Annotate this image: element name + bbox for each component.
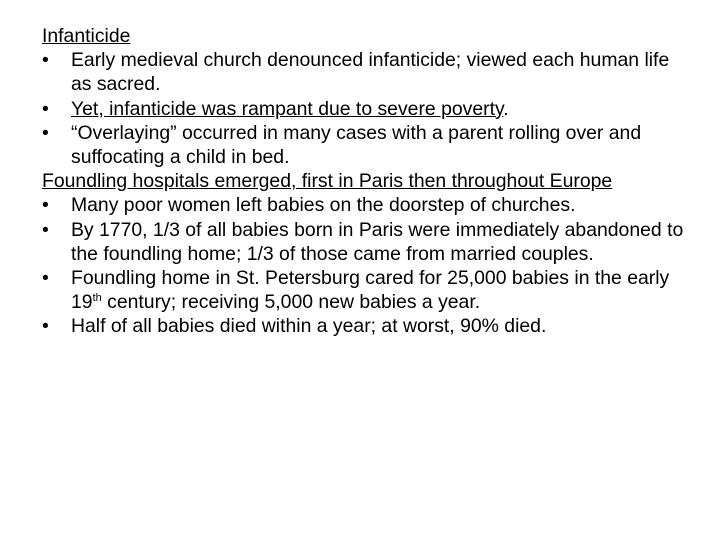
bullet-text-continued: century; receiving 5,000 new babies a year. (101, 291, 481, 314)
bullet-text: “Overlaying” occurred in many cases with a parent rolling over and suffocating a child in bed. (71, 121, 642, 169)
bullet-text: By 1770, 1/3 of all babies born in Paris were immediately abandoned to the foundling home; 1/3 of those came from married couples. (71, 218, 684, 265)
bullet-dot-icon: • (42, 97, 49, 120)
bullet-text: Foundling home in St. Petersburg cared for 25,000 babies in the early 19 (71, 267, 670, 314)
bullet-dot-icon: • (42, 218, 49, 241)
bullet-item (42, 314, 692, 338)
bullet-dot-icon: • (42, 49, 49, 72)
bullet-item (42, 97, 692, 121)
bullet-dot-icon: • (42, 267, 49, 290)
section-heading-infanticide: Infanticide (42, 25, 131, 47)
ordinal-superscript: th (92, 292, 102, 305)
bullet-item (42, 266, 692, 314)
bullet-dot-icon: • (42, 121, 49, 144)
bullet-item (42, 218, 692, 266)
bullet-dot-icon: • (42, 315, 49, 338)
bullet-item (42, 121, 692, 169)
bullet-underlined-text: Yet, infanticide was rampant due to severe poverty (71, 97, 504, 120)
bullet-text-suffix: . (503, 97, 509, 120)
bullet-dot-icon: • (42, 194, 49, 217)
bullet-item (42, 193, 692, 217)
bullet-text: Early medieval church denounced infanticide; viewed each human life as sacred. (71, 49, 670, 96)
bullet-text: Half of all babies died within a year; at worst, 90% died. (71, 315, 547, 338)
section-heading-foundling-hospitals: Foundling hospitals emerged, first in Paris then throughout Europe (42, 170, 613, 193)
bullet-item (42, 48, 692, 96)
bullet-text: Many poor women left babies on the doorstep of churches. (71, 194, 576, 217)
slide-content (42, 24, 692, 339)
